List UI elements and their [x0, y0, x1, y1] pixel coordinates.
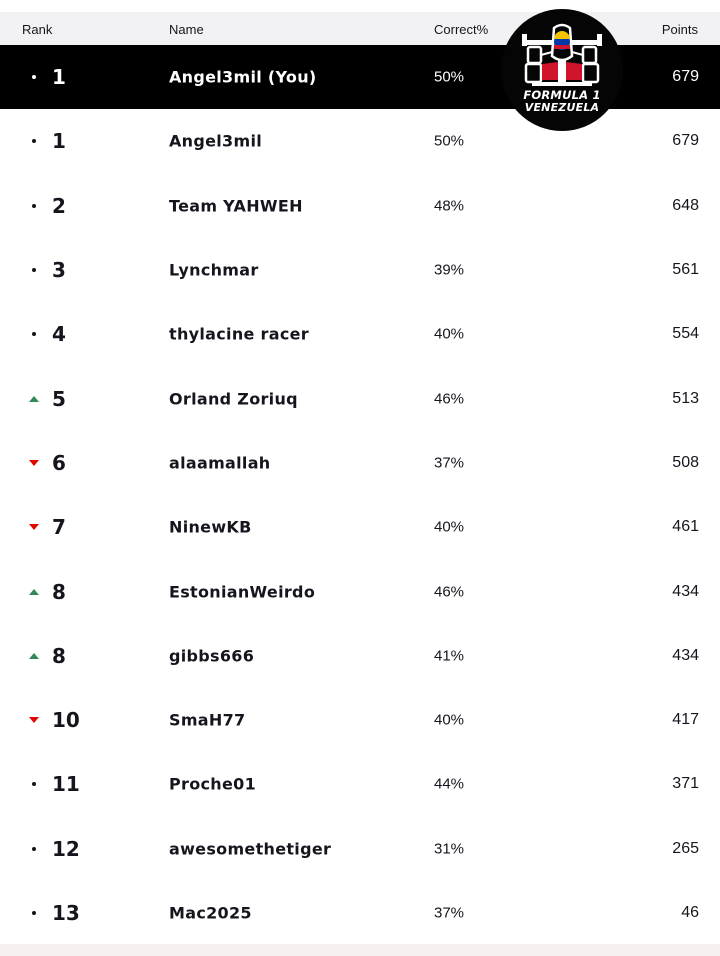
leaderboard-row[interactable]	[0, 688, 720, 752]
player-name: alaamallah	[169, 453, 271, 473]
points-value: 679	[672, 132, 699, 150]
rank-unchanged-icon	[29, 265, 39, 275]
rank-value: 11	[52, 772, 80, 797]
leaderboard-row[interactable]	[0, 302, 720, 366]
points-value: 417	[672, 711, 699, 729]
rank-unchanged-icon	[29, 136, 39, 146]
rank-value: 10	[52, 708, 80, 733]
player-name: Lynchmar	[169, 260, 259, 280]
leaderboard-row[interactable]	[0, 495, 720, 559]
leaderboard-row[interactable]	[0, 174, 720, 238]
rank-unchanged-icon	[29, 908, 39, 918]
points-value: 265	[672, 839, 699, 857]
points-value: 554	[672, 325, 699, 343]
correct-column-header[interactable]: Correct%	[434, 22, 489, 37]
rank-unchanged-icon	[29, 779, 39, 789]
rank-value: 2	[52, 193, 66, 218]
rank-up-icon	[29, 651, 39, 661]
leaderboard-row[interactable]	[0, 366, 720, 430]
logo-text-formula1: FORMULA 1	[523, 88, 601, 102]
points-value: 561	[672, 261, 699, 279]
leaderboard-row[interactable]	[0, 752, 720, 816]
leaderboard-row[interactable]	[0, 881, 720, 945]
points-value: 434	[672, 582, 699, 600]
correct-percentage: 48%	[434, 197, 465, 215]
correct-percentage: 50%	[434, 68, 465, 86]
rank-unchanged-icon	[29, 844, 39, 854]
formula1-venezuela-logo	[498, 4, 626, 136]
name-column-header[interactable]: Name	[169, 22, 204, 37]
player-name: thylacine racer	[169, 324, 309, 344]
correct-percentage: 46%	[434, 390, 465, 408]
rank-value: 7	[52, 515, 66, 540]
player-name: gibbs666	[169, 646, 255, 666]
points-value: 679	[672, 68, 699, 86]
rank-up-icon	[29, 394, 39, 404]
player-name: awesomethetiger	[169, 839, 332, 859]
points-column-header[interactable]: Points	[661, 22, 698, 37]
leaderboard-row[interactable]	[0, 817, 720, 881]
correct-percentage: 41%	[434, 647, 465, 665]
leaderboard-table	[0, 45, 720, 945]
player-name: Team YAHWEH	[169, 196, 303, 216]
points-value: 371	[672, 775, 699, 793]
rank-value: 8	[52, 643, 66, 668]
rank-value: 8	[52, 579, 66, 604]
leaderboard-row[interactable]	[0, 238, 720, 302]
correct-percentage: 40%	[434, 325, 465, 343]
rank-up-icon	[29, 587, 39, 597]
correct-percentage: 50%	[434, 132, 465, 150]
rank-down-icon	[29, 715, 39, 725]
correct-percentage: 46%	[434, 583, 465, 601]
rank-down-icon	[29, 522, 39, 532]
logo-badge-icon	[498, 4, 626, 136]
correct-percentage: 40%	[434, 518, 465, 536]
points-value: 508	[672, 453, 699, 471]
correct-percentage: 31%	[434, 840, 465, 858]
rank-value: 5	[52, 386, 66, 411]
rank-value: 13	[52, 901, 80, 925]
rank-value: 1	[52, 129, 66, 154]
leaderboard-row[interactable]	[0, 431, 720, 495]
rank-unchanged-icon	[29, 72, 39, 82]
rank-unchanged-icon	[29, 201, 39, 211]
player-name: Mac2025	[169, 903, 252, 923]
correct-percentage: 40%	[434, 711, 465, 729]
rank-value: 12	[52, 836, 80, 861]
leaderboard-row[interactable]	[0, 624, 720, 688]
rank-value: 1	[52, 65, 66, 90]
points-value: 513	[672, 389, 699, 407]
player-name: SmaH77	[169, 710, 246, 730]
points-value: 434	[672, 646, 699, 664]
player-name: Orland Zoriuq	[169, 389, 298, 409]
rank-unchanged-icon	[29, 329, 39, 339]
points-value: 46	[681, 904, 699, 921]
footer-strip	[0, 944, 720, 956]
rank-value: 3	[52, 258, 66, 283]
points-value: 648	[672, 196, 699, 214]
rank-value: 4	[52, 322, 66, 347]
rank-column-header[interactable]: Rank	[22, 22, 53, 37]
correct-percentage: 37%	[434, 904, 465, 922]
leaderboard-row[interactable]	[0, 559, 720, 623]
correct-percentage: 39%	[434, 261, 465, 279]
player-name: Angel3mil (You)	[169, 67, 317, 87]
player-name: Angel3mil	[169, 131, 263, 151]
points-value: 461	[672, 518, 699, 536]
correct-percentage: 44%	[434, 775, 465, 793]
rank-down-icon	[29, 458, 39, 468]
player-name: EstonianWeirdo	[169, 582, 316, 602]
player-name: Proche01	[169, 774, 257, 794]
correct-percentage: 37%	[434, 454, 465, 472]
logo-text-venezuela: VENEZUELA	[524, 101, 600, 114]
rank-value: 6	[52, 450, 66, 475]
player-name: NinewKB	[169, 517, 252, 537]
